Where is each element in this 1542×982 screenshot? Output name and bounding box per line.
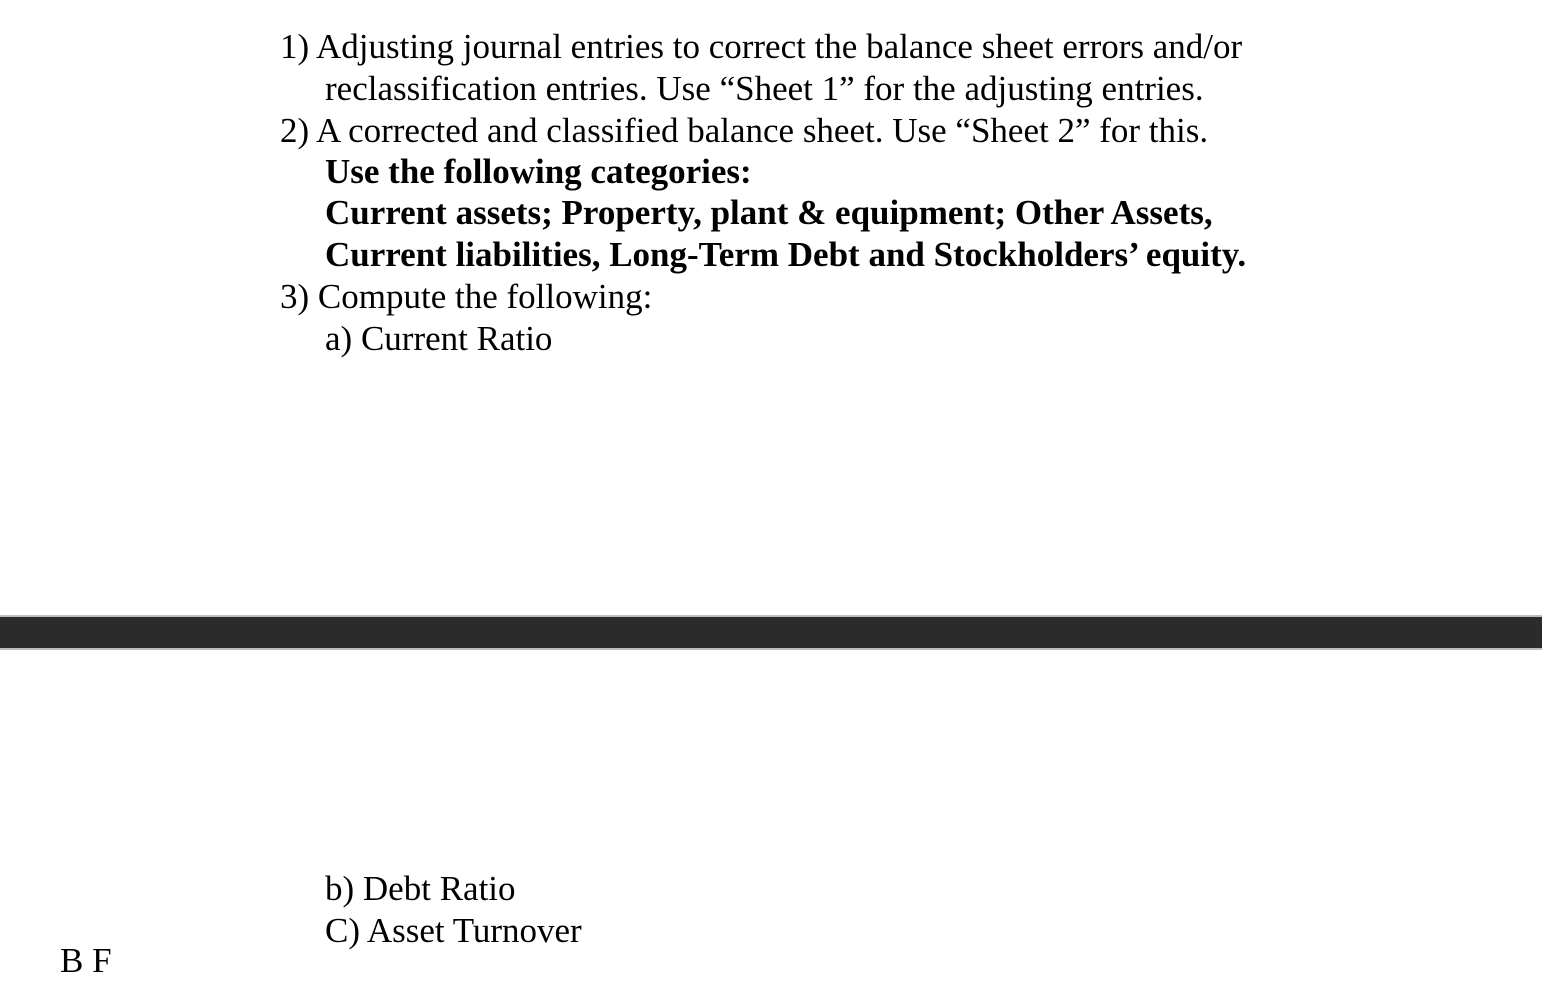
categories-heading: Use the following categories: [325,152,752,191]
item-1-line-2: reclassification entries. Use “Sheet 1” for the adjusting entries. [325,69,1204,108]
categories-line-2: Current liabilities, Long-Term Debt and Stockholders’ equity. [325,235,1247,274]
item-3-sub-b: b) Debt Ratio [325,869,516,908]
item-1-line-1: 1) Adjusting journal entries to correct the balance sheet errors and/or [280,27,1243,66]
item-3-sub-c: C) Asset Turnover [325,911,582,950]
item-3-line-1: 3) Compute the following: [280,277,653,316]
categories-line-1: Current assets; Property, plant & equipment; Other Assets, [325,193,1213,232]
document-page-bottom [0,650,1542,964]
item-3-sub-a: a) Current Ratio [325,319,553,358]
item-2-line-1: 2) A corrected and classified balance sheet. Use “Sheet 2” for this. [280,111,1209,150]
partial-cut-off-text: B F [60,941,112,980]
page-separator [0,615,1542,650]
